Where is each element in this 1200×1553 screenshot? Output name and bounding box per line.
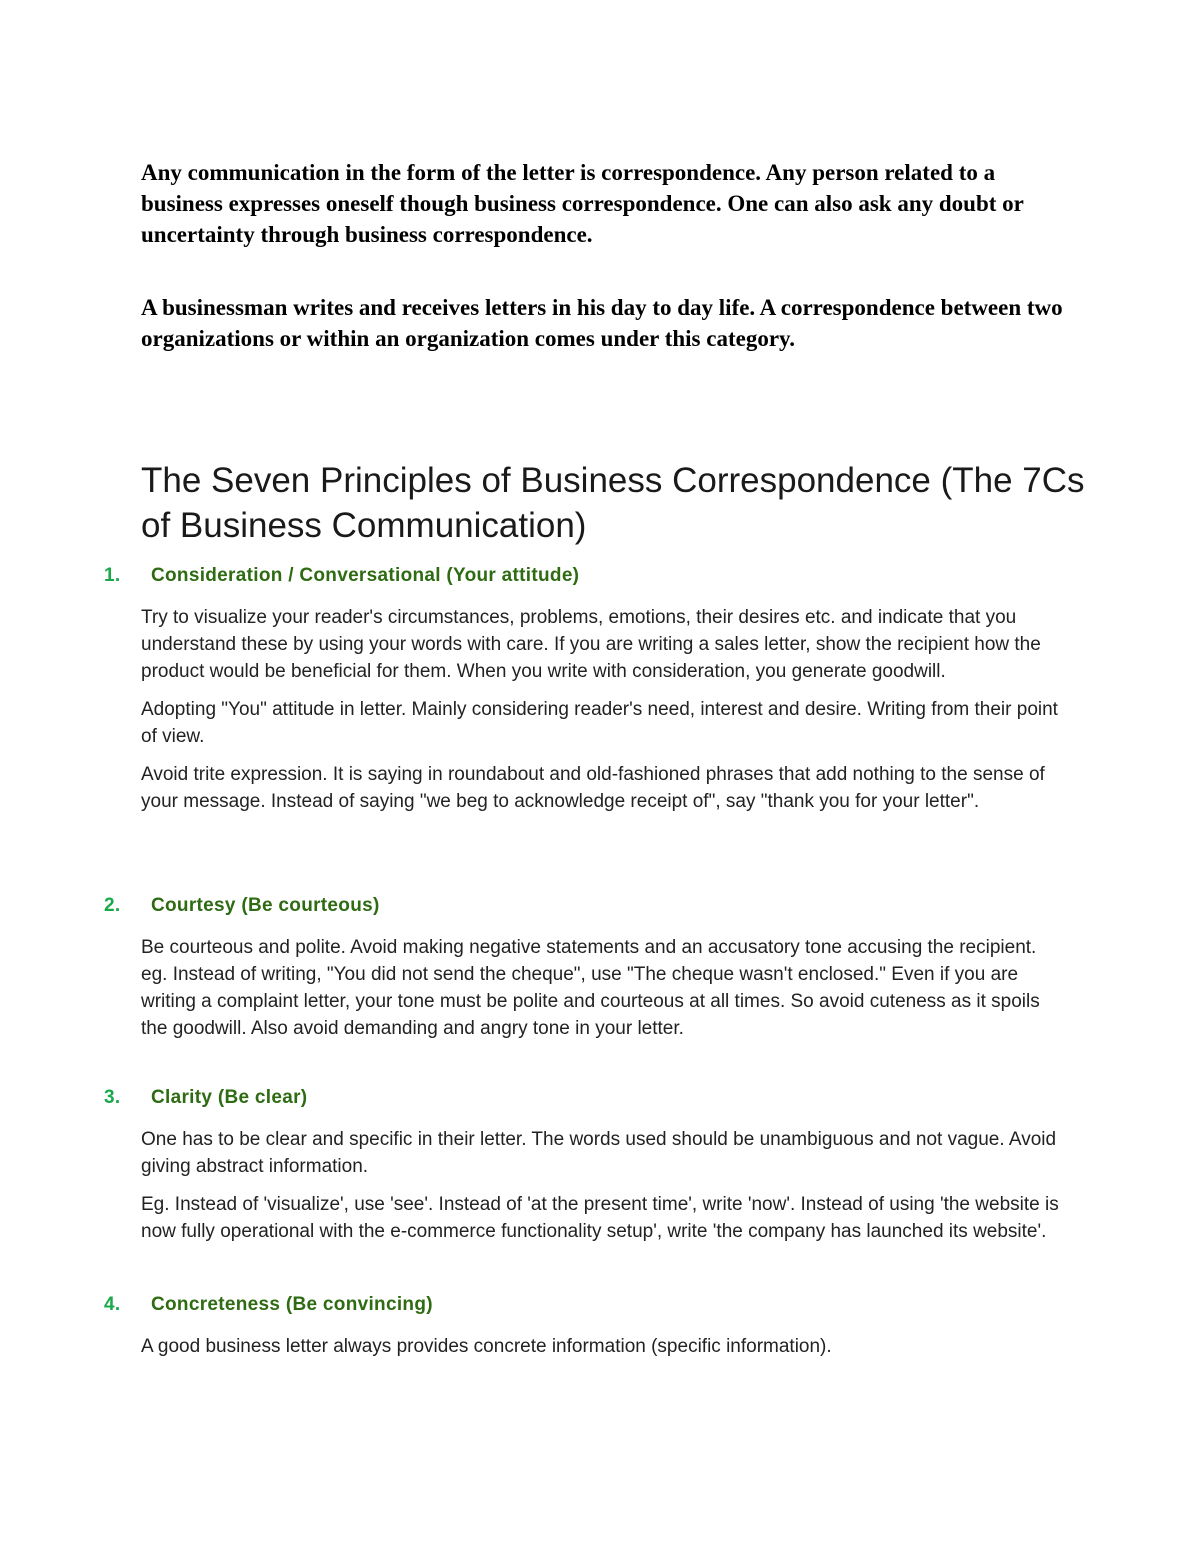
principle-title-text: Consideration / Conversational (Your attitude) bbox=[151, 565, 580, 586]
principle-section bbox=[104, 1290, 1064, 1360]
principle-section bbox=[104, 561, 1064, 815]
principle-title-text: Clarity (Be clear) bbox=[151, 1087, 308, 1108]
principle-title-text: Courtesy (Be courteous) bbox=[151, 895, 380, 916]
principle-section bbox=[104, 891, 1064, 1042]
body-paragraph: Eg. Instead of 'visualize', use 'see'. Instead of 'at the present time', write 'now'. Instead of using 'the website is now fully operational with the e-commerce functionality setup', write 'the company has launched its website'. bbox=[141, 1194, 1059, 1242]
principle-title bbox=[104, 1083, 1064, 1113]
body-paragraph: Be courteous and polite. Avoid making negative statements and an accusatory tone accusing the recipient. eg. Instead of writing, "You did not send the cheque", use "The cheque wasn't enclosed." Even if you are writing a complaint letter, your tone must be polite and courteous at all times. So avoid cuteness as it spoils the goodwill. Also avoid demanding and angry tone in your letter. bbox=[141, 937, 1040, 1039]
principle-title-text: Concreteness (Be convincing) bbox=[151, 1294, 433, 1315]
intro-paragraph: A businessman writes and receives letters in his day to day life. A correspondence between two organizations or within an organization comes under this category. bbox=[141, 295, 1063, 351]
list-number: 4. bbox=[104, 1294, 121, 1315]
principle-title bbox=[104, 561, 1064, 591]
body-paragraph: Avoid trite expression. It is saying in roundabout and old-fashioned phrases that add nothing to the sense of your message. Instead of saying "we beg to acknowledge receipt of", say "thank you for your letter". bbox=[141, 764, 1045, 812]
list-number: 3. bbox=[104, 1087, 121, 1108]
list-number: 2. bbox=[104, 895, 121, 916]
principle-title bbox=[104, 1290, 1064, 1320]
intro-paragraph: Any communication in the form of the letter is correspondence. Any person related to a business expresses oneself though business correspondence. One can also ask any doubt or uncertainty through business correspondence. bbox=[141, 160, 1024, 247]
list-number: 1. bbox=[104, 565, 121, 586]
section-heading: The Seven Principles of Business Correspondence (The 7Cs of Business Communication) bbox=[141, 461, 1085, 545]
body-paragraph: Adopting "You" attitude in letter. Mainly considering reader's need, interest and desire. Writing from their point of view. bbox=[141, 699, 1058, 747]
body-paragraph: A good business letter always provides concrete information (specific information). bbox=[141, 1336, 832, 1357]
body-paragraph: One has to be clear and specific in their letter. The words used should be unambiguous and not vague. Avoid giving abstract information. bbox=[141, 1129, 1057, 1177]
principle-section bbox=[104, 1083, 1064, 1245]
body-paragraph: Try to visualize your reader's circumstances, problems, emotions, their desires etc. and indicate that you understand these by using your words with care. If you are writing a sales letter, show the recipient how the product would be beneficial for them. When you write with consideration, you generate goodwill. bbox=[141, 607, 1041, 682]
principle-title bbox=[104, 891, 1064, 921]
